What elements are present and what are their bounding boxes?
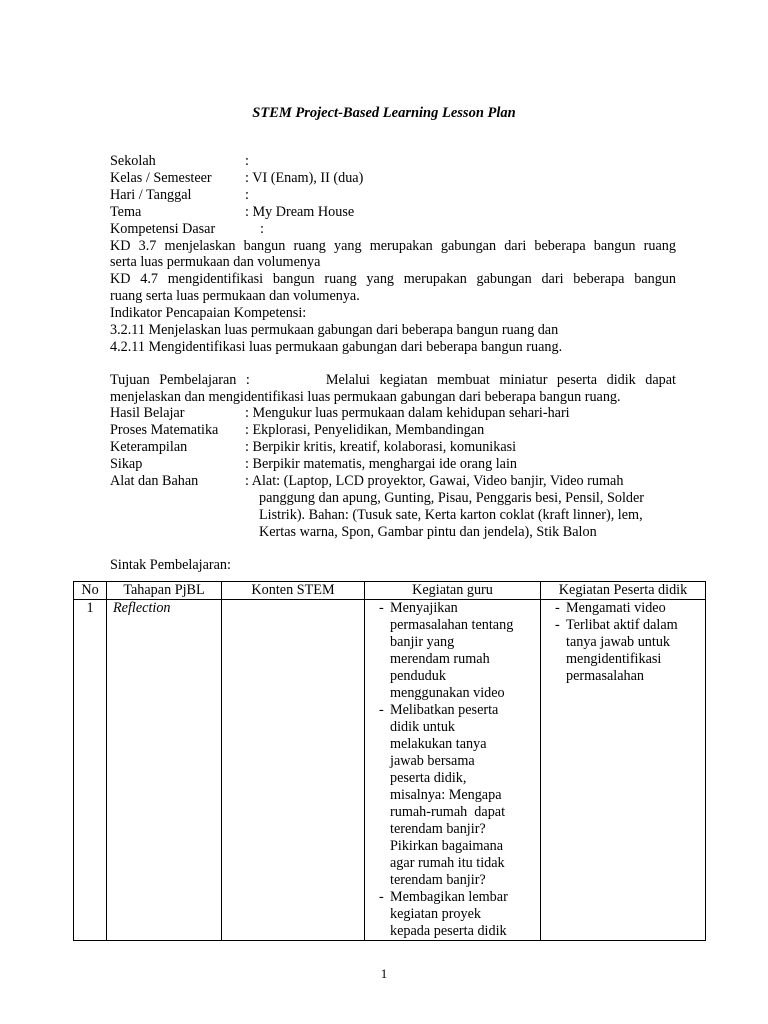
value-hasil-belajar: : Mengukur luas permukaan dalam kehidupan sehari-hari (245, 405, 570, 421)
value-hari: : (245, 187, 249, 203)
document-title: STEM Project-Based Learning Lesson Plan (252, 105, 516, 121)
label-kelas: Kelas / Semesteer (110, 170, 212, 186)
siswa-line: tanya jawab untuk (566, 634, 671, 650)
guru-line: kepada peserta didik (390, 923, 507, 939)
list-item (365, 600, 540, 702)
guru-line: rumah-rumah dapat (390, 804, 506, 820)
siswa-line: - Terlibat aktif dalam (566, 617, 678, 633)
guru-line: misalnya: Mengapa (390, 787, 502, 803)
value-keterampilan: : Berpikir kritis, kreatif, kolaborasi, komunikasi (245, 439, 517, 455)
header-tahapan: Tahapan PjBL (107, 582, 222, 600)
guru-line: Pikirkan bagaimana (390, 838, 504, 854)
label-proses-matematika: Proses Matematika (110, 422, 219, 438)
guru-line: penduduk (390, 668, 446, 684)
sintak-heading: Sintak Pembelajaran: (110, 557, 231, 573)
indikator-item-2: 4.2.11 Mengidentifikasi luas permukaan gabungan dari beberapa bangun ruang. (110, 339, 563, 355)
tujuan-line1: Tujuan Pembelajaran : Melalui kegiatan membuat miniatur peserta didik dapat (110, 372, 676, 388)
kd47-line2: ruang serta luas permukaan dan volumenya. (110, 288, 360, 304)
guru-line: terendam banjir? (390, 821, 486, 837)
list-item (365, 702, 540, 889)
guru-line: didik untuk (390, 719, 456, 735)
list-item (541, 600, 705, 617)
label-hari: Hari / Tanggal (110, 187, 192, 203)
table-row (74, 600, 706, 941)
cell-kegiatan-siswa (541, 600, 706, 941)
value-sikap: : Berpikir matematis, menghargai ide orang lain (245, 456, 517, 472)
guru-line: menggunakan video (390, 685, 505, 701)
guru-line: permasalahan tentang (390, 617, 514, 633)
value-sekolah: : (245, 153, 249, 169)
guru-line: banjir yang (390, 634, 455, 650)
header-kegiatan-siswa: Kegiatan Peserta didik (541, 582, 706, 600)
kd37-line2: serta luas permukaan dan volumenya (110, 254, 321, 270)
list-item (365, 889, 540, 940)
cell-kegiatan-guru (365, 600, 541, 941)
guru-line: terendam banjir? (390, 872, 486, 888)
guru-line: melakukan tanya (390, 736, 487, 752)
siswa-line: mengidentifikasi (566, 651, 662, 667)
siswa-activity-list (541, 600, 705, 685)
label-kompetensi: Kompetensi Dasar (110, 221, 216, 237)
label-hasil-belajar: Hasil Belajar (110, 405, 185, 421)
sintak-table (73, 581, 706, 941)
value-kompetensi: : (260, 221, 264, 237)
siswa-line: - Mengamati video (566, 600, 666, 616)
guru-line: kegiatan proyek (390, 906, 481, 922)
label-tema: Tema (110, 204, 142, 220)
guru-line: jawab bersama (390, 753, 475, 769)
kd47-line1: KD 4.7 mengidentifikasi bangun ruang yang merupakan gabungan dari beberapa bangun (110, 271, 676, 287)
guru-line: - Menyajikan (390, 600, 458, 616)
value-alat-bahan: : Alat: (Laptop, LCD proyektor, Gawai, Video banjir, Video rumah (245, 473, 624, 489)
guru-line: - Membagikan lembar (390, 889, 508, 905)
value-tema: : My Dream House (245, 204, 355, 220)
cell-tahapan: Reflection (107, 600, 222, 941)
indikator-heading: Indikator Pencapaian Kompetensi: (110, 305, 307, 321)
value-kelas: : VI (Enam), II (dua) (245, 170, 364, 186)
cell-konten (222, 600, 365, 941)
alat-bahan-cont-3: Kertas warna, Spon, Gambar pintu dan jendela), Stik Balon (259, 524, 597, 540)
indikator-item-1: 3.2.11 Menjelaskan luas permukaan gabungan dari beberapa bangun ruang dan (110, 322, 559, 338)
header-konten: Konten STEM (222, 582, 365, 600)
guru-line: - Melibatkan peserta (390, 702, 499, 718)
guru-activity-list (365, 600, 540, 940)
tujuan-line2: menjelaskan dan mengidentifikasi luas permukaan gabungan dari beberapa bangun ruang. (110, 389, 621, 405)
value-proses-matematika: : Ekplorasi, Penyelidikan, Membandingan (245, 422, 485, 438)
header-no: No (74, 582, 107, 600)
guru-line: merendam rumah (390, 651, 490, 667)
siswa-line: permasalahan (566, 668, 644, 684)
header-kegiatan-guru: Kegiatan guru (365, 582, 541, 600)
guru-line: agar rumah itu tidak (390, 855, 505, 871)
label-keterampilan: Keterampilan (110, 439, 188, 455)
table-header-row (74, 582, 706, 600)
label-alat-bahan: Alat dan Bahan (110, 473, 199, 489)
list-item (541, 617, 705, 685)
page-number: 1 (380, 966, 388, 981)
label-sikap: Sikap (110, 456, 143, 472)
label-sekolah: Sekolah (110, 153, 156, 169)
alat-bahan-cont-1: panggung dan apung, Gunting, Pisau, Penggaris besi, Pensil, Solder (259, 490, 645, 506)
guru-line: peserta didik, (390, 770, 467, 786)
alat-bahan-cont-2: Listrik). Bahan: (Tusuk sate, Kerta karton coklat (kraft linner), lem, (259, 507, 643, 523)
cell-no: 1 (74, 600, 107, 941)
kd37-line1: KD 3.7 menjelaskan bangun ruang yang merupakan gabungan dari beberapa bangun ruang (110, 238, 676, 254)
